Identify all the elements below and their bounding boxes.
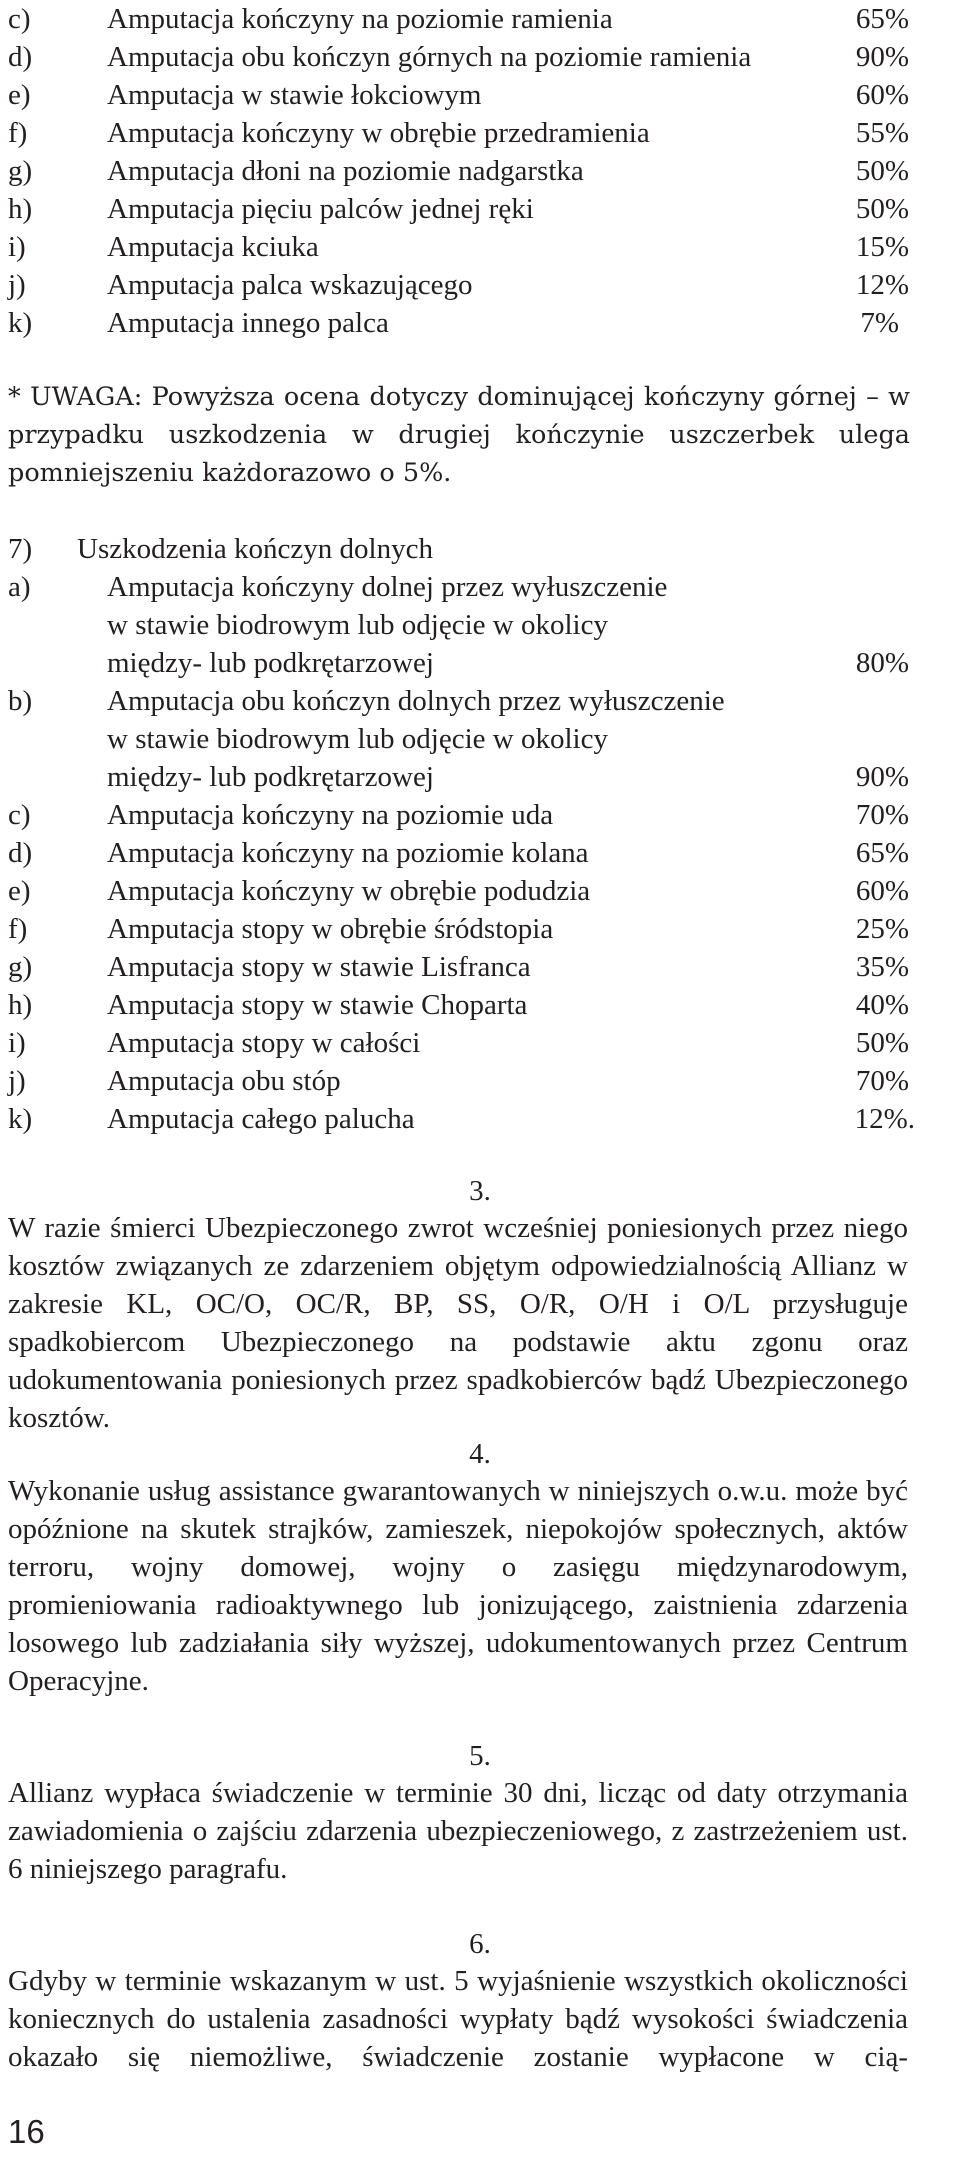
list-item: g) Amputacja dłoni na poziomie nadgarstka 50% xyxy=(8,155,909,187)
list-item-continuation: w stawie biodrowym lub odjęcie w okolicy xyxy=(107,609,608,641)
section-number: 4. xyxy=(469,1438,491,1470)
paragraph: W razie śmierci Ubezpieczonego zwrot wcześniej poniesionych przez niego kosztów związanych ze zdarzeniem objętym odpowiedzialnością Allianz w zakresie KL, OC/O, OC/R, BP, SS, O/R, O/H i O/L przysługuje spadkobiercom Ubezpieczonego na podstawie aktu zgonu oraz udokumentowania poniesionych przez spadkobierców bądź Ubezpieczonego kosztów. xyxy=(8,1212,908,1434)
section-number: 3. xyxy=(469,1175,491,1207)
dominant-limb-note: * UWAGA: Powyższa ocena dotyczy dominującej kończyny górnej – w przypadku uszkodzenia w drugiej kończynie uszczerbek ulega pomniejszeniu każdorazowo o 5%. xyxy=(8,382,910,488)
list-item: f) Amputacja stopy w obrębie śródstopia 25% xyxy=(8,913,909,945)
section-heading: 7) Uszkodzenia kończyn dolnych xyxy=(8,533,433,565)
list-item: e) Amputacja w stawie łokciowym 60% xyxy=(8,79,909,111)
list-item-continuation: między- lub podkrętarzowej 90% xyxy=(107,761,909,793)
paragraph: Gdyby w terminie wskazanym w ust. 5 wyjaśnienie wszystkich okoliczności koniecznych do ustalenia zasadności wypłaty bądź wysokości świadczenia okazało się niemożliwe, świadczenie zostanie wypłacone w cią- xyxy=(8,1965,908,2073)
page-number: 16 xyxy=(8,2113,45,2150)
list-item: i) Amputacja kciuka 15% xyxy=(8,231,909,263)
list-item: j) Amputacja palca wskazującego 12% xyxy=(8,269,909,301)
list-item: e) Amputacja kończyny w obrębie podudzia 60% xyxy=(8,875,909,907)
list-item: d) Amputacja obu kończyn górnych na poziomie ramienia 90% xyxy=(8,41,909,73)
list-item-continuation: w stawie biodrowym lub odjęcie w okolicy xyxy=(107,723,608,755)
list-item: a) Amputacja kończyny dolnej przez wyłuszczenie xyxy=(8,571,668,603)
list-item: h) Amputacja stopy w stawie Choparta 40% xyxy=(8,989,909,1021)
list-item: h) Amputacja pięciu palców jednej ręki 50% xyxy=(8,193,909,225)
paragraph: Allianz wypłaca świadczenie w terminie 30 dni, licząc od daty otrzymania zawiadomienia o zajściu zdarzenia ubezpieczeniowego, z zastrzeżeniem ust. 6 niniejszego paragrafu. xyxy=(8,1777,908,1885)
list-item: i) Amputacja stopy w całości 50% xyxy=(8,1027,909,1059)
list-item: c) Amputacja kończyny na poziomie uda 70% xyxy=(8,799,909,831)
list-item: d) Amputacja kończyny na poziomie kolana 65% xyxy=(8,837,909,869)
list-item-continuation: między- lub podkrętarzowej 80% xyxy=(107,647,909,679)
list-item: j) Amputacja obu stóp 70% xyxy=(8,1065,909,1097)
list-item: k) Amputacja innego palca 7% xyxy=(8,307,899,339)
list-item: f) Amputacja kończyny w obrębie przedramienia 55% xyxy=(8,117,909,149)
list-item: g) Amputacja stopy w stawie Lisfranca 35% xyxy=(8,951,909,983)
list-item: k) Amputacja całego palucha 12%. xyxy=(8,1103,915,1135)
list-item: c) Amputacja kończyny na poziomie ramienia 65% xyxy=(8,3,909,35)
section-number: 6. xyxy=(469,1928,491,1960)
paragraph: Wykonanie usług assistance gwarantowanych w niniejszych o.w.u. może być opóźnione na skutek strajków, zamieszek, niepokojów społecznych, aktów terroru, wojny domowej, wojny o zasięgu międzynarodowym, promieniowania radioaktywnego lub jonizującego, zaistnienia zdarzenia losowego lub zadziałania siły wyższej, udokumentowanych przez Centrum Operacyjne. xyxy=(8,1475,908,1697)
list-item: b) Amputacja obu kończyn dolnych przez wyłuszczenie xyxy=(8,685,725,717)
section-number: 5. xyxy=(469,1740,491,1772)
